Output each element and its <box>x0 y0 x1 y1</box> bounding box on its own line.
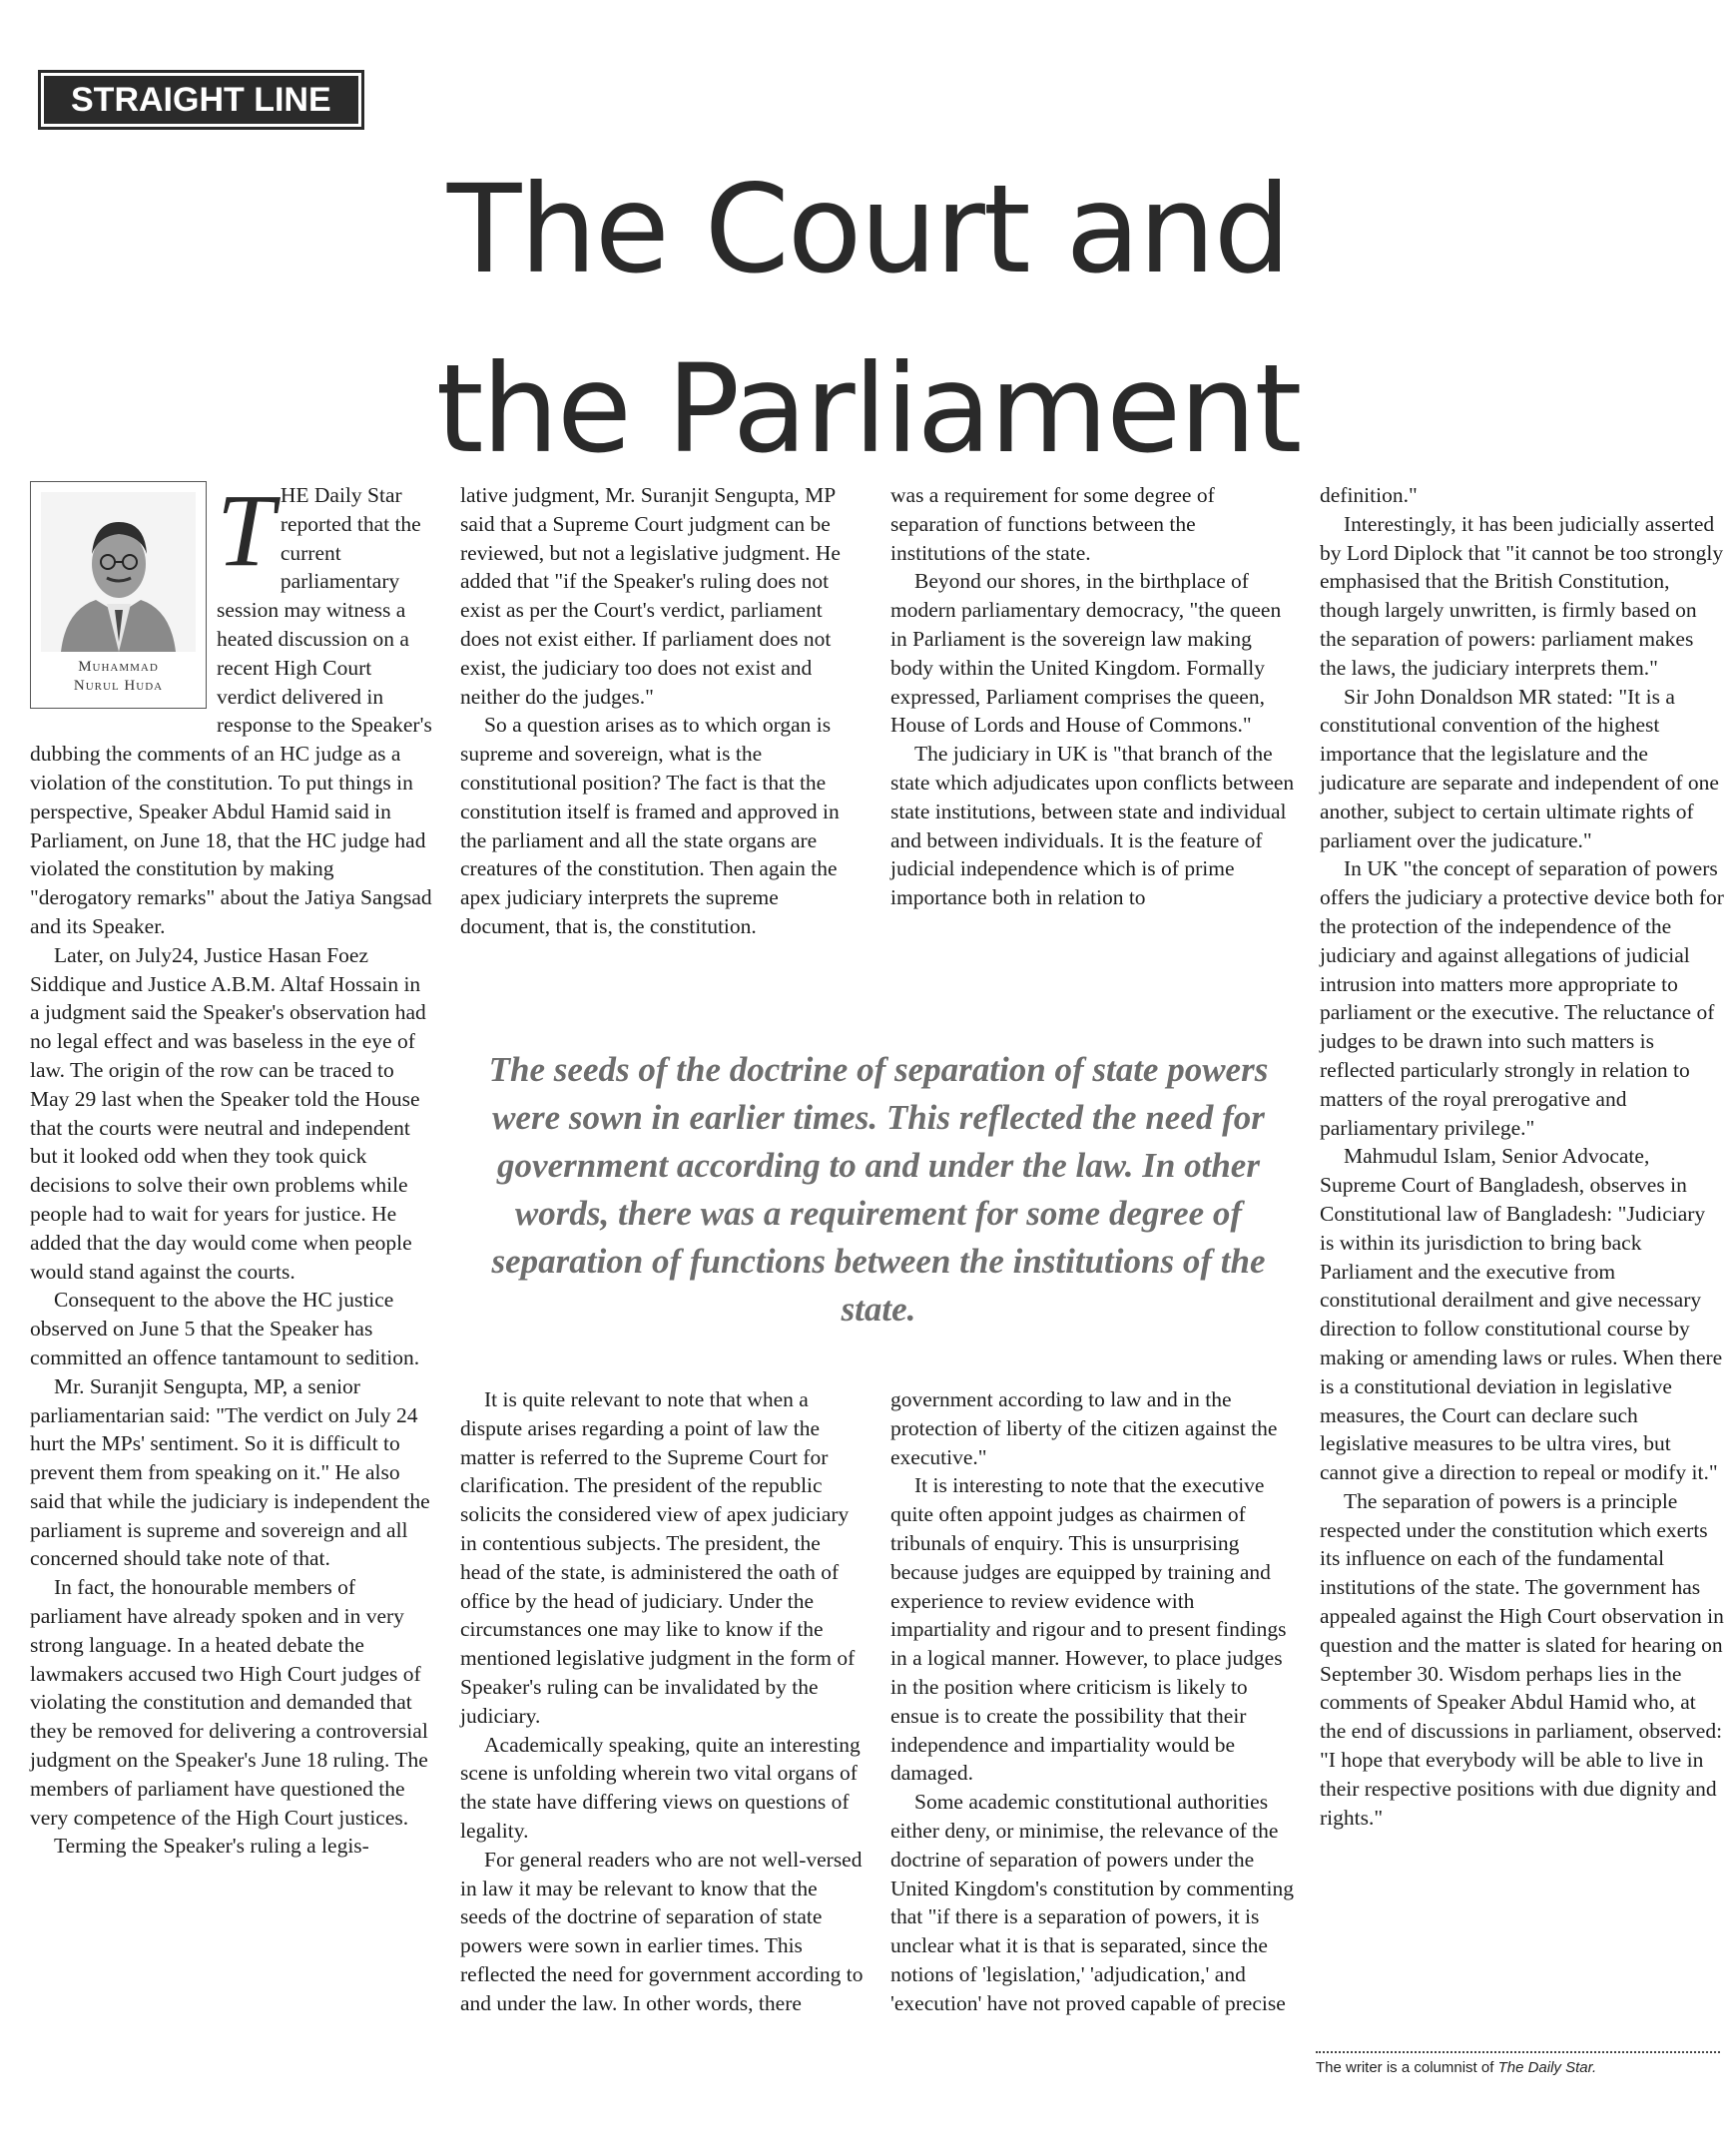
lead-paragraph: THE Daily Star reported that the current parliamentary session may witness a heated discussion on a recent High Court verdict delivered in response to the Speaker's dubbing the comments of an HC judge as a violation of the constitution. To put things in perspective, Speaker Abdul Hamid said in Parliament, on June 18, that the HC judge had violated the constitution by making "derogatory remarks" about the Jatiya Sangsad and its Speaker. <box>30 473 432 938</box>
paragraph: Mr. Suranjit Sengupta, MP, a senior parliamentarian said: "The verdict on July 24 hurt the MPs' sentiment. So it is difficult to prevent them from speaking on it." He also said that while the judiciary is independent the parliament is supreme and sovereign and all concerned should take note of that. <box>30 1373 430 1571</box>
author-byline-box <box>30 481 207 709</box>
paragraph: It is interesting to note that the executive quite often appoint judges as chairmen of tribunals of enquiry. This is unsurprising because judges are equipped by training and experience to review evidence with impartiality and rigour and to present findings in a logical manner. However, to place judges in the position where criticism is likely to ensue is to create the possibility that their independence and impartiality would be damaged. <box>890 1473 1287 1786</box>
column-4 <box>1320 481 1724 1832</box>
paragraph: Terming the Speaker's ruling a legis- <box>54 1834 369 1859</box>
author-photo <box>41 492 196 652</box>
column-2-top <box>460 481 865 941</box>
paragraph: Sir John Donaldson MR stated: "It is a constitutional convention of the highest importance that the legislature and the judicature are separate and independent of one another, subject to certain ultimate rights of parliament over the judicature." <box>1320 684 1719 852</box>
paragraph: Academically speaking, quite an interesting scene is unfolding wherein two vital organs of the state have differing views on questions of legality. <box>460 1732 861 1843</box>
headline-line-2: the Parliament <box>435 338 1301 480</box>
column-3-top <box>890 481 1295 912</box>
paragraph: So a question arises as to which organ is supreme and sovereign, what is the constitutional position? The fact is that the constitution itself is framed and approved in the parliament and all the state organs are creatures of the constitution. Then again the apex judiciary interprets the supreme document, that is, the constitution. <box>460 713 840 938</box>
section-kicker: STRAIGHT LINE <box>38 70 364 130</box>
paragraph: Mahmudul Islam, Senior Advocate, Supreme Court of Bangladesh, observes in Constitutional law of Bangladesh: "Judiciary is within its jurisdiction to bring back Parliament and the executive from constitutional derailment and give necessary direction to follow constitutional course by making or amending laws or rules. When there is a constitutional deviation in legislative measures, the Court can declare such legislative measures to be ultra vires, but cannot give a direction to repeal or modify it." <box>1320 1144 1723 1485</box>
paragraph: Later, on July24, Justice Hasan Foez Siddique and Justice A.B.M. Altaf Hossain in a judgment said the Speaker's observation had no legal effect and was baseless in the eye of law. The origin of the row can be traced to May 29 last when the Speaker told the House that the courts were neutral and independent but it looked odd when they took quick decisions to solve their own problems while people had to wait for years for justice. He added that the day would come when people would stand against the courts. <box>30 942 426 1284</box>
paragraph: government according to law and in the protection of liberty of the citizen against the executive." <box>890 1387 1278 1469</box>
paragraph: In fact, the honourable members of parliament have already spoken and in very strong language. In a heated debate the lawmakers accused two High Court judges of violating the constitution and demanded that they be removed for delivering a controversial judgment on the Speaker's June 18 ruling. The members of parliament have questioned the very competence of the High Court justices. <box>30 1575 428 1830</box>
drop-cap: T <box>217 473 275 588</box>
pull-quote: The seeds of the doctrine of separation of state powers were sown in earlier times. This reflected the need for government according to and under the law. In other words, there was a requirement for some degree of separation of functions between the institutions of the state. <box>488 1050 1269 1329</box>
paragraph: Consequent to the above the HC justice observed on June 5 that the Speaker has committed an offence tantamount to sedition. <box>30 1288 420 1369</box>
paragraph: Interestingly, it has been judicially asserted by Lord Diplock that "it cannot be too strongly emphasised that the British Constitution, though largely unwritten, is firmly based on the separation of powers: parliament makes the laws, the judiciary interprets them." <box>1320 511 1724 680</box>
paragraph: Beyond our shores, in the birthplace of modern parliamentary democracy, "the queen in Parliament is the sovereign law making body within the United Kingdom. Formally expressed, Parliament comprises the queen, House of Lords and House of Commons." <box>890 569 1282 738</box>
column-2-bottom <box>460 1385 865 2018</box>
column-3-bottom <box>890 1385 1295 2018</box>
paragraph: The separation of powers is a principle respected under the constitution which exerts its influence on each of the fundamental institutions of the state. The government has appealed against the High Court observation in question and the matter is slated for hearing on September 30. Wisdom perhaps lies in the comments of Speaker Abdul Hamid who, at the end of discussions in parliament, observed: "I hope that everybody will be able to live in their respective positions with due dignity and rights." <box>1320 1488 1724 1830</box>
writer-tagline: The writer is a columnist of The Daily Star. <box>1316 2051 1720 2076</box>
author-name: Muhammad Nurul Huda <box>73 659 164 694</box>
headline <box>0 140 1736 499</box>
paragraph: definition." <box>1320 483 1418 507</box>
paragraph: lative judgment, Mr. Suranjit Sengupta, MP said that a Supreme Court judgment can be reviewed, but not a legislative judgment. He added that "if the Speaker's ruling does not exist as per the Court's verdict, parliament does not exist either. If parliament does not exist, the judiciary too does not exist and neither do the judges." <box>460 483 841 709</box>
paragraph: The judiciary in UK is "that branch of the state which adjudicates upon conflicts between state institutions, between state and individual and between individuals. It is the feature of judicial independence which is of prime importance both in relation to <box>890 742 1295 910</box>
publication-name: The Daily Star. <box>1497 2059 1597 2076</box>
paragraph: Some academic constitutional authorities either deny, or minimise, the relevance of the doctrine of separation of powers under the United Kingdom's constitution by commenting that "if there is a separation of powers, it is unclear what it is that is separated, since the notions of 'legislation,' 'adjudication,' and 'execution' have not proved capable of precise <box>890 1790 1294 2015</box>
paragraph: It is quite relevant to note that when a dispute arises regarding a point of law the matter is referred to the Supreme Court for clarification. The president of the republic solicits the considered view of apex judiciary in contentious subjects. The president, the head of the state, is administered the oath of office by the head of judiciary. Under the circumstances one may like to know if the mentioned legislative judgment in the form of Speaker's ruling can be invalidated by the judiciary. <box>460 1387 856 1728</box>
paragraph: was a requirement for some degree of separation of functions between the institutions of the state. <box>890 483 1215 565</box>
headline-line-1: The Court and <box>446 159 1290 300</box>
paragraph: For general readers who are not well-versed in law it may be relevant to know that the seeds of the doctrine of separation of state powers were sown in earlier times. This reflected the need for government according to and under the law. In other words, there <box>460 1847 864 2015</box>
column-1 <box>30 473 434 1861</box>
paragraph: In UK "the concept of separation of powers offers the judiciary a protective device both for the protection of the independence of the judiciary and against allegations of judicial intrusion into matters more appropriate to parliament or the executive. The reluctance of judges to be drawn into such matters is reflected particularly strongly in relation to matters of the royal prerogative and parliamentary privilege." <box>1320 856 1724 1140</box>
